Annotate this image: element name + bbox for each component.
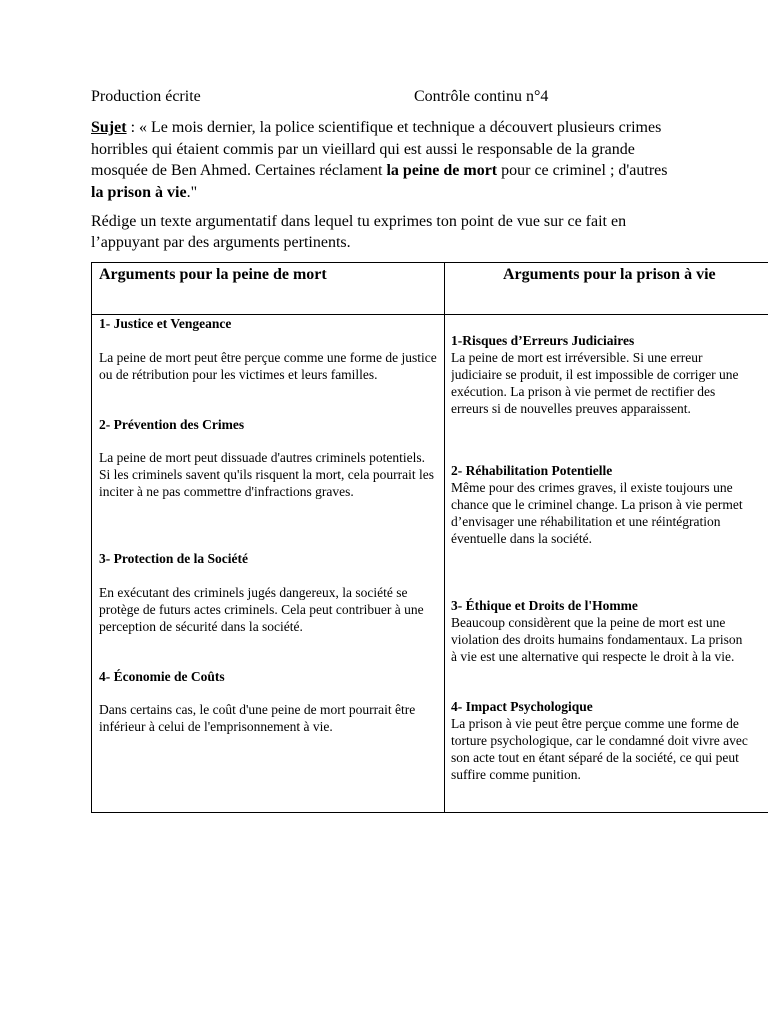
sujet-text-3: .": [186, 183, 198, 201]
argument-line: erreurs si de nouvelles preuves apparaissent.: [451, 401, 691, 416]
argument-left-1: [99, 315, 437, 332]
sujet-bold-1: la peine de mort: [386, 162, 498, 179]
argument-right-1: [451, 332, 768, 417]
argument-body: En exécutant des criminels jugés dangereux, la société se protège de futurs actes criminels. Cela peut contribuer à une perception de sécurité dans la société.: [99, 585, 424, 634]
sujet-bold-2: la prison à vie: [91, 183, 187, 201]
argument-left-2: [99, 416, 437, 433]
argument-line: d’envisager une réhabilitation et une réintégration: [451, 514, 721, 529]
argument-line: suffire comme punition.: [451, 767, 581, 782]
argument-title: 4- Économie de Coûts: [99, 669, 225, 684]
argument-right-4: [451, 698, 768, 783]
arguments-table: [91, 262, 768, 813]
sujet-text-2: pour ce criminel ; d'autres: [497, 162, 668, 179]
argument-line: La peine de mort est irréversible. Si une erreur: [451, 350, 703, 365]
table-column-divider: [444, 263, 445, 812]
argument-line: éventuelle dans la société.: [451, 531, 592, 546]
argument-line: son acte tout en étant séparé de la société, ce qui peut: [451, 750, 739, 765]
argument-title: 4- Impact Psychologique: [451, 699, 593, 714]
argument-title: 1-Risques d’Erreurs Judiciaires: [451, 333, 635, 348]
argument-left-3-body: [99, 584, 437, 635]
argument-title: 3- Protection de la Société: [99, 551, 248, 566]
argument-body: Dans certains cas, le coût d'une peine de mort pourrait être inférieur à celui de l'emprisonnement à vie.: [99, 702, 416, 734]
argument-title: 3- Éthique et Droits de l'Homme: [451, 598, 638, 613]
argument-line: exécution. La prison à vie permet de rectifier des: [451, 384, 716, 399]
argument-left-4: [99, 668, 437, 685]
argument-left-1-body: [99, 349, 437, 383]
argument-line: violation des droits humains fondamentaux. La prison: [451, 632, 743, 647]
argument-line: torture psychologique, car le condamné doit vivre avec: [451, 733, 748, 748]
argument-title: 2- Prévention des Crimes: [99, 417, 245, 432]
argument-title: 1- Justice et Vengeance: [99, 316, 232, 331]
argument-left-4-body: [99, 701, 437, 735]
table-header-life-prison: Arguments pour la prison à vie: [503, 266, 716, 283]
argument-line: chance que le criminel change. La prison à vie permet: [451, 497, 743, 512]
table-header-death-penalty: Arguments pour la peine de mort: [99, 266, 327, 283]
sujet-text-1: : « Le mois dernier, la police scientifique et technique a découvert plusieurs crimes horribles qui étaient commis par un vieillard qui est aussi le responsable de la grande mosquée de Ben Ahmed. Certaines réclament: [91, 119, 662, 179]
sujet-label: Sujet: [91, 119, 127, 136]
argument-left-3: [99, 550, 437, 567]
instruction-paragraph: Rédige un texte argumentatif dans lequel tu exprimes ton point de vue sur ce fait en l’appuyant par des arguments pertinents.: [91, 213, 627, 251]
header-subject: Production écrite: [91, 88, 201, 105]
argument-body: La peine de mort peut dissuade d'autres criminels potentiels. Si les criminels savent qu'ils risquent la mort, cela pourrait les inciter à ne pas commettre d'infractions graves.: [99, 450, 434, 499]
argument-body: La peine de mort peut être perçue comme une forme de justice ou de rétribution pour les victimes et leurs familles.: [99, 350, 437, 382]
argument-line: La prison à vie peut être perçue comme une forme de: [451, 716, 739, 731]
argument-right-3: [451, 597, 768, 665]
argument-line: Beaucoup considèrent que la peine de mort est une: [451, 615, 726, 630]
argument-right-2: [451, 462, 768, 547]
sujet-paragraph: [91, 117, 681, 203]
argument-left-2-body: [99, 449, 437, 500]
header-exam-title: Contrôle continu n°4: [414, 88, 549, 105]
argument-title: 2- Réhabilitation Potentielle: [451, 463, 613, 478]
argument-line: Même pour des crimes graves, il existe toujours une: [451, 480, 733, 495]
argument-line: à vie est une alternative qui respecte le droit à la vie.: [451, 649, 735, 664]
argument-line: judiciaire se produit, il est impossible de corriger une: [451, 367, 739, 382]
